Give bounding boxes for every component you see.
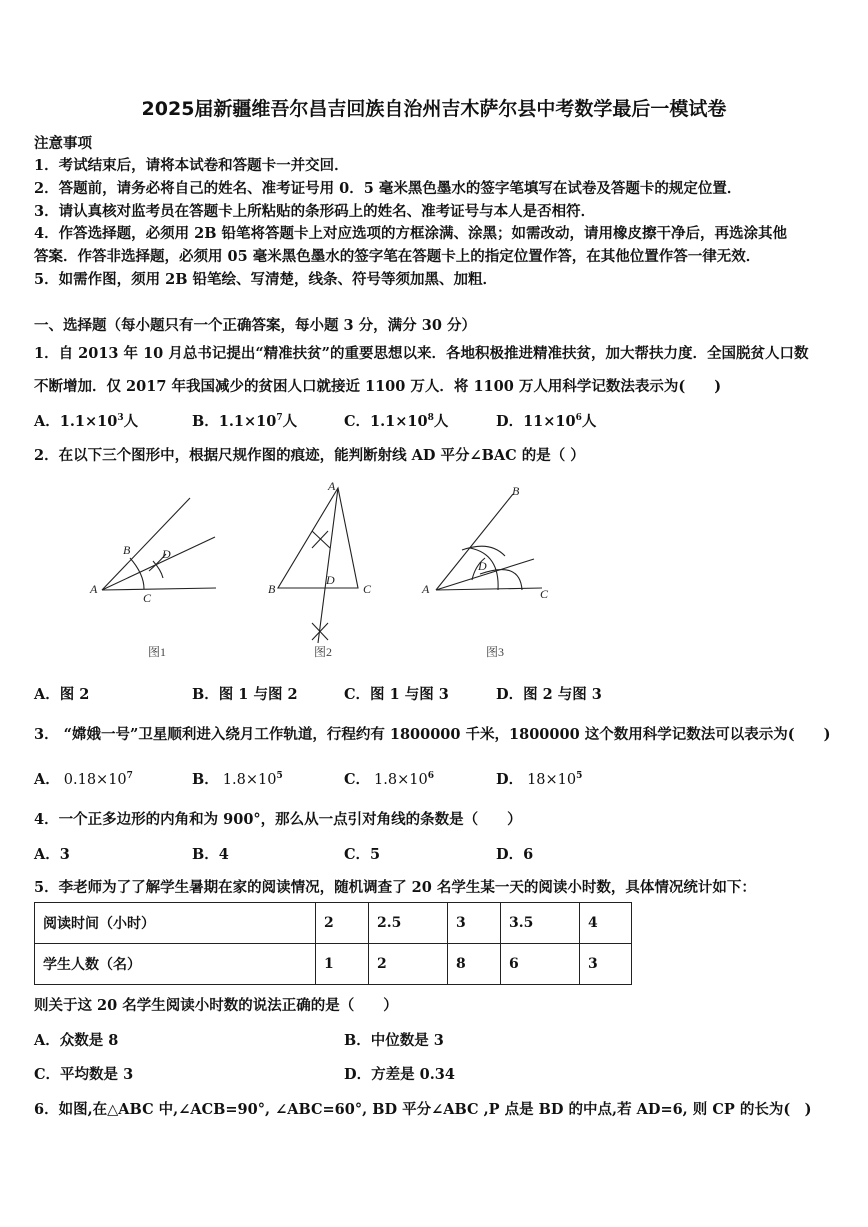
page-title: 2025届新疆维吾尔昌吉回族自治州吉木萨尔县中考数学最后一模试卷 (141, 98, 727, 120)
q1-option-c[interactable] (344, 410, 448, 431)
fig3-label-a: A (422, 582, 430, 596)
table-row (35, 903, 632, 944)
q5-option-a[interactable]: A．众数是 8 (34, 1032, 119, 1049)
option-unit: 人 (433, 413, 449, 430)
question-2-text: 2．在以下三个图形中，根据尺规作图的痕迹，能判断射线 AD 平分∠BAC 的是（ ） (34, 447, 585, 464)
triangle-abc (278, 488, 358, 588)
fig1-label-a: A (90, 582, 98, 596)
reading-time-table (34, 902, 632, 985)
table-cell: 6 (501, 944, 580, 985)
table-cell: 8 (448, 944, 501, 985)
option-exponent: 7 (276, 413, 283, 424)
fig3-label-b: B (512, 484, 520, 498)
q3-option-b[interactable] (192, 768, 283, 789)
table-cell: 3.5 (501, 903, 580, 944)
table-cell: 阅读时间（小时） (35, 903, 316, 944)
option-label: A． (34, 771, 60, 788)
line-ad (318, 488, 338, 643)
option-exponent: 6 (575, 413, 582, 424)
option-exponent: 3 (117, 413, 124, 424)
fig2-label-a: A (328, 479, 336, 493)
table-row (35, 944, 632, 985)
notice-item: 2．答题前，请务必将自己的姓名、准考证号用 0．5 毫米黑色墨水的签字笔填写在试卷及答题卡的规定位置． (34, 180, 742, 197)
q2-option-b[interactable]: B．图 1 与图 2 (192, 686, 298, 703)
question-1-text-cont: 不断增加．仅 2017 年我国减少的贫困人口就接近 1100 万人．将 1100 万人用科学记数法表示为( ) (34, 378, 722, 395)
table-cell: 2 (316, 903, 369, 944)
ray-ad (102, 537, 215, 590)
section-heading: 一、选择题（每小题只有一个正确答案，每小题 3 分，满分 30 分） (34, 317, 476, 334)
table-cell: 1 (316, 944, 369, 985)
notice-item: 4．作答选择题，必须用 2B 铅笔将答题卡上对应选项的方框涂满、涂黑；如需改动，请用橡皮擦干净后，再选涂其他 (34, 225, 788, 242)
option-label: D．11×10 (496, 413, 576, 430)
ray-ac (436, 588, 542, 590)
q4-option-c[interactable]: C．5 (344, 846, 381, 863)
q5-option-c[interactable]: C．平均数是 3 (34, 1066, 134, 1083)
q3-option-c[interactable] (344, 768, 434, 789)
q2-option-c[interactable]: C．图 1 与图 3 (344, 686, 449, 703)
ray-ab (102, 498, 190, 590)
question-6-text: 6．如图,在△ABC 中,∠ACB=90°, ∠ABC=60°, BD 平分∠ABC ,P 点是 BD 的中点,若 AD=6, 则 CP 的长为( ) (34, 1101, 812, 1118)
q2-figures (60, 478, 820, 668)
q1-option-a[interactable] (34, 410, 138, 431)
figure-2 (278, 488, 358, 643)
fig3-caption: 图3 (486, 645, 505, 659)
question-1-text: 1．自 2013 年 10 月总书记提出“精准扶贫”的重要思想以来．各地积极推进精准扶贫，加大帮扶力度．全国脱贫人口数 (34, 345, 809, 362)
fig2-label-c: C (363, 582, 372, 596)
q3-option-a[interactable] (34, 768, 133, 789)
fig3-label-d: D (478, 559, 487, 573)
notice-item: 5．如需作图，须用 2B 铅笔绘、写清楚，线条、符号等须加黑、加粗． (34, 271, 498, 288)
fig1-label-d: D (162, 547, 171, 561)
option-base: 0.18×10 (63, 772, 127, 788)
q1-option-b[interactable] (192, 410, 297, 431)
question-5-text: 5．李老师为了了解学生暑期在家的阅读情况，随机调查了 20 名学生某一天的阅读小时数，具体情况统计如下： (34, 879, 756, 896)
option-label: C． (344, 771, 371, 788)
option-exponent: 7 (126, 771, 133, 782)
table-cell: 4 (580, 903, 632, 944)
table-cell: 2 (369, 944, 448, 985)
option-exponent: 5 (276, 771, 283, 782)
table-cell: 2.5 (369, 903, 448, 944)
table-cell: 学生人数（名） (35, 944, 316, 985)
q5-option-b[interactable]: B．中位数是 3 (344, 1032, 444, 1049)
option-base: 1.8×10 (374, 772, 428, 788)
q2-option-d[interactable]: D．图 2 与图 3 (496, 686, 602, 703)
figure-3 (436, 494, 542, 590)
option-label: C．1.1×10 (344, 413, 428, 430)
notice-item: 1．考试结束后，请将本试卷和答题卡一并交回． (34, 157, 349, 174)
option-exponent: 8 (427, 413, 434, 424)
arc-1 (462, 546, 505, 556)
fig1-caption: 图1 (148, 645, 167, 659)
notice-item: 答案．作答非选择题，必须用 05 毫米黑色墨水的签字笔在答题卡上的指定位置作答，在其他位置作答一律无效． (34, 248, 761, 265)
q4-option-a[interactable]: A．3 (34, 846, 70, 863)
q5-option-d[interactable]: D．方差是 0.34 (344, 1066, 455, 1083)
fig2-label-d: D (326, 573, 335, 587)
question-4-text: 4．一个正多边形的内角和为 900°，那么从一点引对角线的条数是（ ） (34, 811, 522, 828)
option-unit: 人 (282, 413, 298, 430)
option-exponent: 6 (427, 771, 434, 782)
fig2-caption: 图2 (314, 645, 333, 659)
notice-item: 3．请认真核对监考员在答题卡上所粘贴的条形码上的姓名、准考证号与本人是否相符． (34, 203, 596, 220)
notice-heading: 注意事项 (34, 135, 92, 152)
fig2-label-b: B (268, 582, 276, 596)
option-unit: 人 (123, 413, 139, 430)
table-cell: 3 (448, 903, 501, 944)
fig1-label-b: B (123, 543, 131, 557)
q4-option-d[interactable]: D．6 (496, 846, 534, 863)
ray-ac (102, 588, 216, 590)
option-label: B． (192, 771, 219, 788)
figure-1 (102, 498, 216, 590)
q4-option-b[interactable]: B．4 (192, 846, 229, 863)
q2-option-a[interactable]: A．图 2 (34, 686, 90, 703)
question-5-prompt: 则关于这 20 名学生阅读小时数的说法正确的是（ ） (34, 997, 398, 1014)
option-exponent: 5 (576, 771, 583, 782)
fig3-label-c: C (540, 587, 549, 601)
option-base: 18×10 (527, 772, 577, 788)
table-cell: 3 (580, 944, 632, 985)
question-3-text: 3． “嫦娥一号”卫星顺利进入绕月工作轨道，行程约有 1800000 千米，1800000 这个数用科学记数法可以表示为( ) (34, 726, 831, 743)
option-base: 1.8×10 (222, 772, 277, 788)
q3-option-d[interactable] (496, 768, 582, 789)
option-label: D． (496, 771, 524, 788)
ray-ab (436, 494, 513, 590)
option-label: A．1.1×10 (34, 413, 118, 430)
q1-option-d[interactable] (496, 410, 596, 431)
fig1-label-c: C (143, 591, 152, 605)
option-unit: 人 (581, 413, 597, 430)
option-label: B．1.1×10 (192, 413, 277, 430)
